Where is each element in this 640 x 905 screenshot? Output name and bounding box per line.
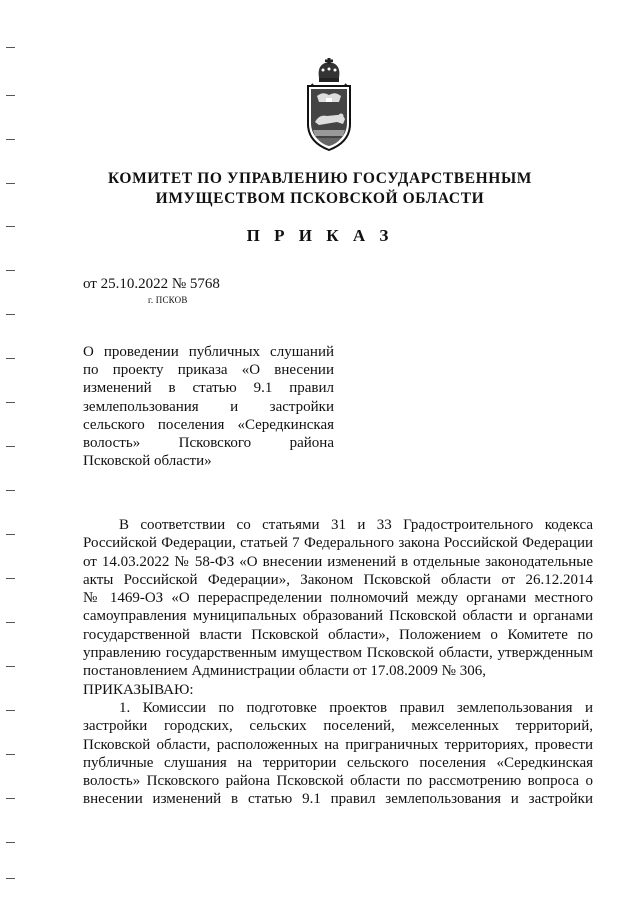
body-line: управлению государственным имуществом Псковской области, утвержденным	[83, 645, 593, 662]
subject-line: сельского поселения «Середкинская	[83, 416, 334, 433]
body-line: застройки городских, сельских поселений, межселенных территорий,	[83, 718, 593, 735]
document-date-number: от 25.10.2022 № 5768	[83, 276, 220, 292]
body-line: В соответствии со статьями 31 и 33 Градостроительного кодекса	[119, 517, 593, 533]
subject-line: Псковской области»	[83, 453, 212, 470]
body-line: внесении изменений в статью 9.1 правил землепользования и застройки	[83, 791, 593, 808]
subject-line: изменений в статью 9.1 правил	[83, 380, 334, 397]
body-line: государственной власти Псковской области», Положением о Комитете по	[83, 626, 593, 643]
organization-name-line-1: КОМИТЕТ ПО УПРАВЛЕНИЮ ГОСУДАРСТВЕННЫМ	[107, 170, 533, 187]
scan-margin-marks	[0, 0, 30, 905]
body-line: Российской Федерации, статьей 7 Федерального закона Российской Федерации	[83, 535, 593, 552]
body-line: публичные слушания на территории сельского поселения «Середкинская	[83, 754, 593, 771]
document-type-title: П Р И К А З	[246, 226, 394, 245]
body-line: от 14.03.2022 № 58-ФЗ «О внесении изменений в отдельные законодательные	[83, 553, 593, 570]
body-line: акты Российской Федерации», Законом Псковской области от 26.12.2014	[83, 571, 593, 588]
body-line: № 1469-ОЗ «О перераспределении полномочий между органами местного	[83, 590, 593, 607]
document-city: г. ПСКОВ	[148, 295, 188, 305]
organization-name-line-2: ИМУЩЕСТВОМ ПСКОВСКОЙ ОБЛАСТИ	[155, 190, 485, 207]
body-line: волость» Псковского района Псковской области по рассмотрению вопроса о	[83, 773, 593, 790]
document-body	[83, 516, 593, 809]
body-line: Псковской области, расположенных на приграничных территориях, провести	[83, 736, 593, 753]
body-line: самоуправления муниципальных образований Псковской области и органами	[83, 608, 593, 625]
subject-line: землепользования и застройки	[83, 398, 334, 415]
document-subject	[83, 343, 334, 470]
body-line: постановлением Администрации области от 17.08.2009 № 306,	[83, 663, 486, 680]
subject-line: О проведении публичных слушаний	[83, 344, 334, 360]
subject-line: волость» Псковского района	[83, 435, 334, 452]
pskov-coat-of-arms-icon	[303, 58, 355, 154]
body-line-order-word: ПРИКАЗЫВАЮ:	[83, 681, 194, 698]
body-line: 1. Комиссии по подготовке проектов правил землепользования и	[119, 699, 593, 716]
subject-line: по проекту приказа «О внесении	[83, 362, 334, 379]
